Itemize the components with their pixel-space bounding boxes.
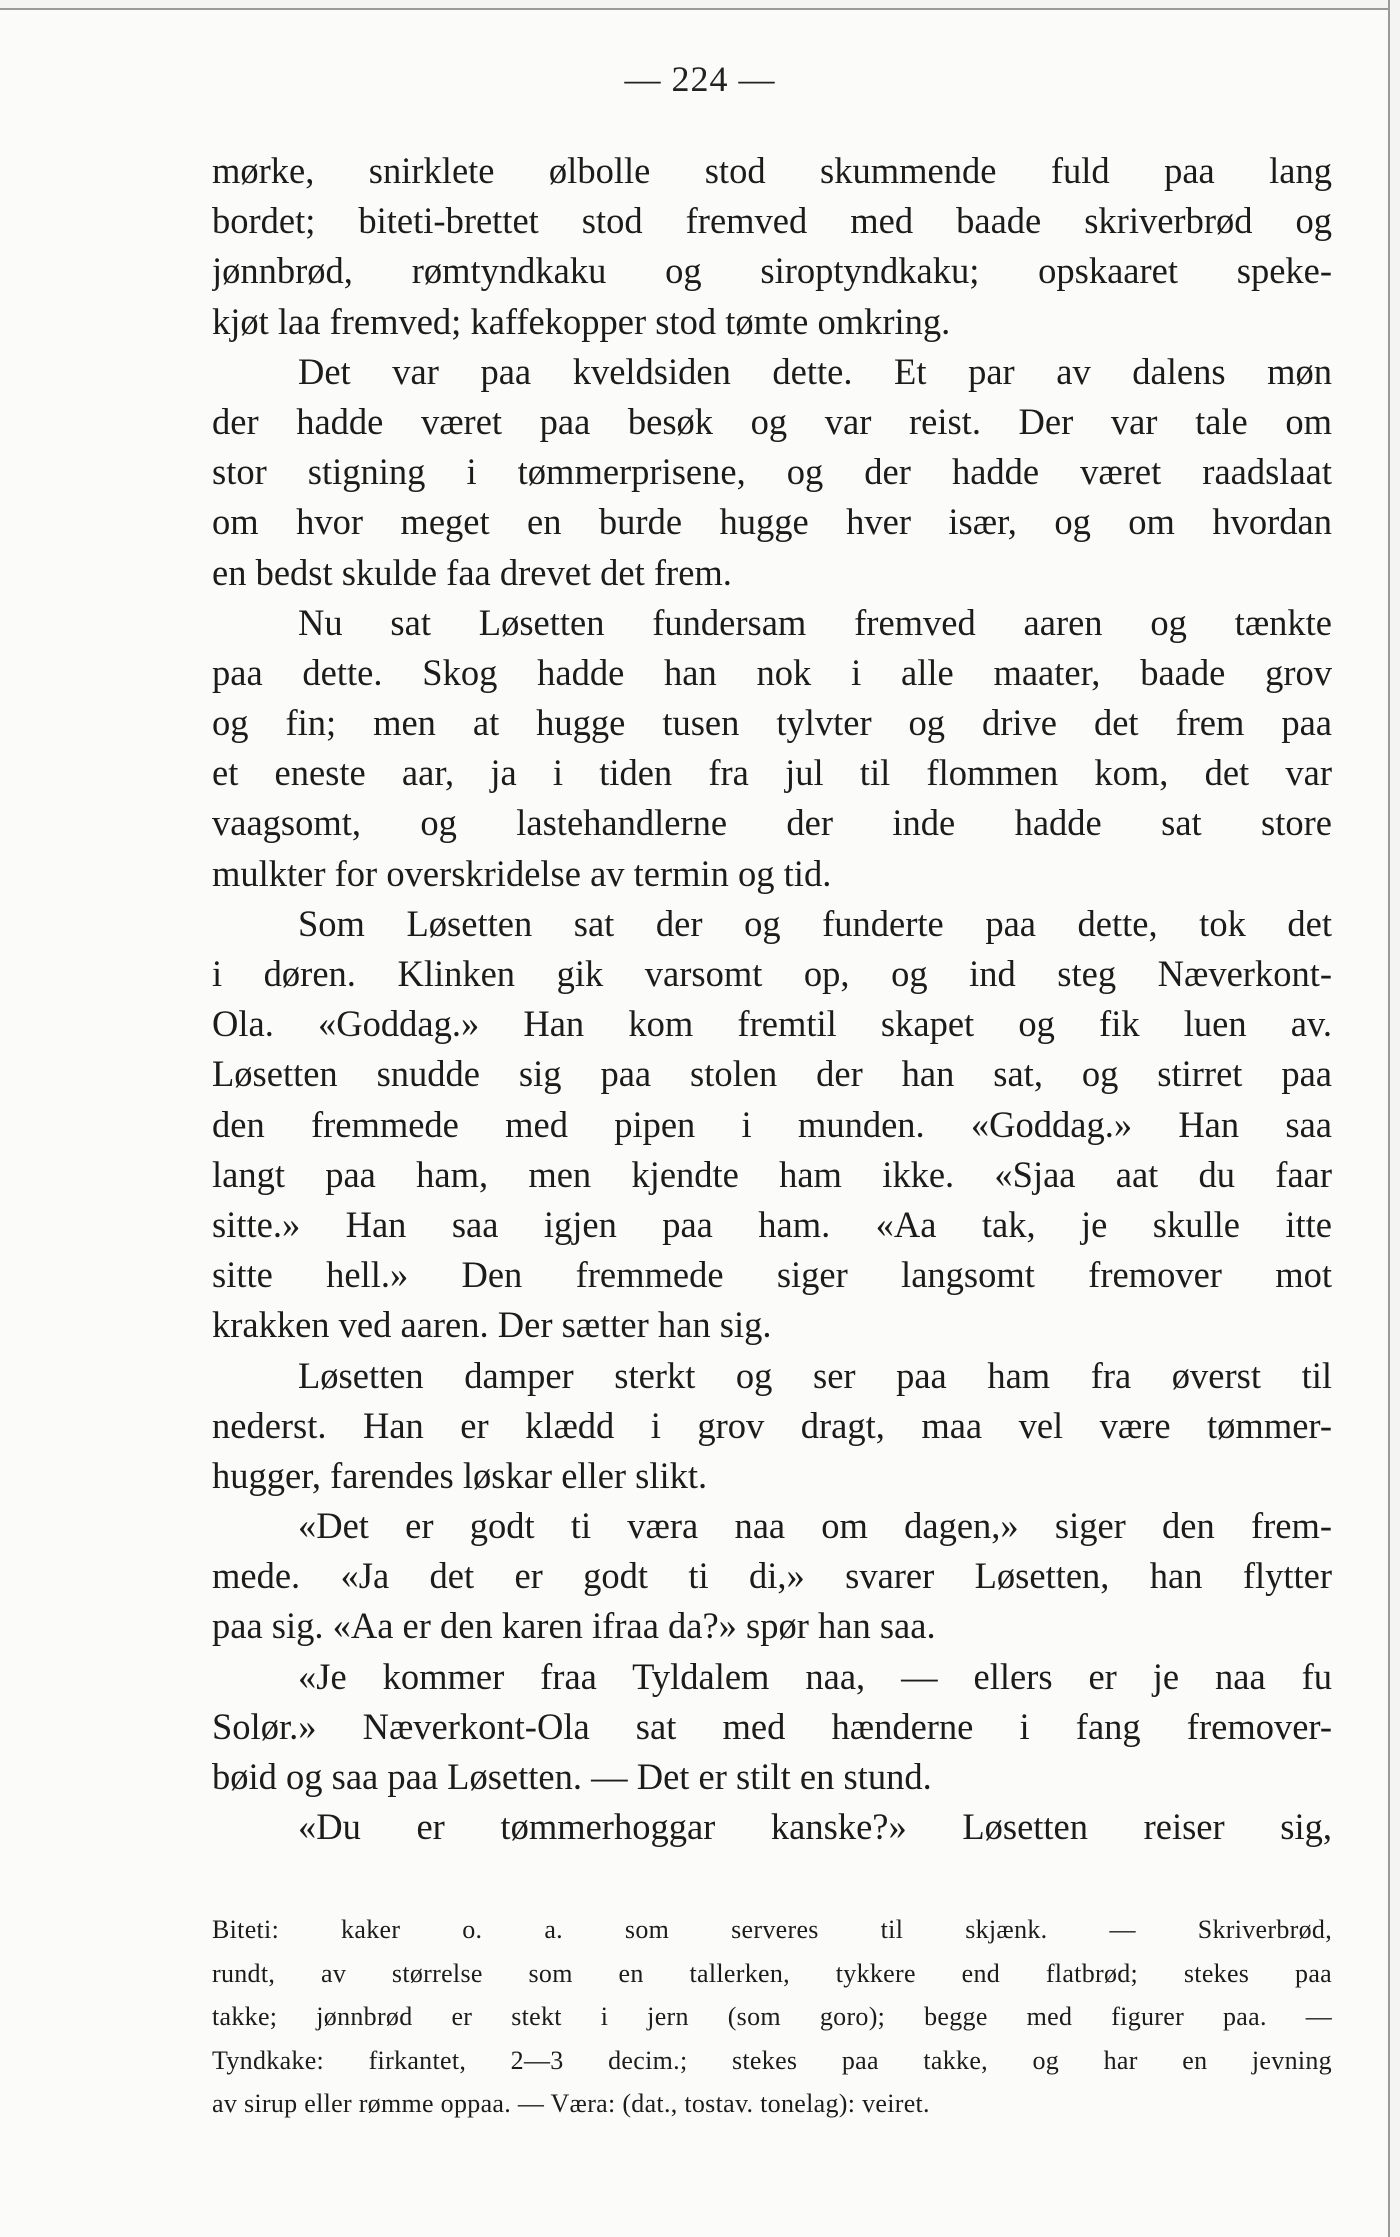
footnote-line: av sirup eller rømme oppaa. — Væra: (dat., tostav. tonelag): veiret.	[212, 2089, 930, 2118]
text-line: bøid og saa paa Løsetten. — Det er stilt en stund.	[212, 1756, 932, 1797]
text-line: Ola. «Goddag.» Han kom fremtil skapet og fik luen av.	[212, 1003, 1332, 1045]
paragraph	[212, 146, 1332, 347]
text-line: kjøt laa fremved; kaffekopper stod tømte omkring.	[212, 300, 951, 342]
paragraph	[212, 1501, 1332, 1652]
text-line: Løsetten damper sterkt og ser paa ham fra øverst til	[298, 1354, 1332, 1396]
body-text	[212, 146, 1332, 1852]
text-line: og fin; men at hugge tusen tylvter og drive det frem paa	[212, 702, 1332, 744]
page-edge-right	[1388, 0, 1400, 2237]
paragraph	[212, 1351, 1332, 1502]
text-line: mørke, snirklete ølbolle stod skummende fuld paa lang	[212, 150, 1332, 191]
text-line: langt paa ham, men kjendte ham ikke. «Sjaa aat du faar	[212, 1153, 1332, 1195]
paragraph	[212, 598, 1332, 899]
text-line: der hadde været paa besøk og var reist. Der var tale om	[212, 400, 1332, 442]
text-line: stor stigning i tømmerprisene, og der hadde været raadslaat	[212, 451, 1332, 493]
text-line: i døren. Klinken gik varsomt op, og ind steg Næverkont-	[212, 953, 1332, 994]
paragraph	[212, 1652, 1332, 1803]
text-line: «Du er tømmerhoggar kanske?» Løsetten reiser sig,	[298, 1806, 1332, 1848]
text-line: Det var paa kveldsiden dette. Et par av dalens møn	[298, 350, 1332, 392]
text-line: hugger, farendes løskar eller slikt.	[212, 1454, 708, 1496]
footnote-line: takke; jønnbrød er stekt i jern (som goro); begge med figurer paa. —	[212, 2002, 1332, 2031]
text-line: sitte hell.» Den fremmede siger langsomt fremover mot	[212, 1254, 1332, 1296]
text-line: den fremmede med pipen i munden. «Goddag.» Han saa	[212, 1103, 1332, 1145]
footnotes	[212, 1908, 1332, 2126]
text-line: «Je kommer fraa Tyldalem naa, — ellers er je naa fu	[298, 1655, 1332, 1697]
text-line: sitte.» Han saa igjen paa ham. «Aa tak, je skulle itte	[212, 1203, 1332, 1245]
footnote-line: Biteti: kaker o. a. som serveres til skjænk. — Skriverbrød,	[212, 1915, 1332, 1944]
footnote-line: rundt, av størrelse som en tallerken, tykkere end flatbrød; stekes paa	[212, 1958, 1332, 1988]
paragraph	[212, 1802, 1332, 1852]
page-edge-top	[0, 0, 1390, 10]
text-line: paa dette. Skog hadde han nok i alle maater, baade grov	[212, 651, 1332, 693]
text-line: Løsetten snudde sig paa stolen der han sat, og stirret paa	[212, 1053, 1332, 1095]
paragraph	[212, 899, 1332, 1351]
text-line: nederst. Han er klædd i grov dragt, maa vel være tømmer-	[212, 1404, 1332, 1446]
text-line: Solør.» Næverkont-Ola sat med hænderne i fang fremover-	[212, 1705, 1332, 1747]
text-line: en bedst skulde faa drevet det frem.	[212, 551, 732, 593]
text-line: bordet; biteti-brettet stod fremved med baade skriverbrød og	[212, 200, 1332, 242]
footnote-line: Tyndkake: firkantet, 2—3 decim.; stekes paa takke, og har en jevning	[212, 2045, 1332, 2075]
paragraph	[212, 347, 1332, 598]
text-line: «Det er godt ti væra naa om dagen,» siger den frem-	[298, 1505, 1332, 1547]
page-number: — 224 —	[624, 59, 776, 99]
text-line: Som Løsetten sat der og funderte paa dette, tok det	[298, 902, 1332, 944]
text-line: vaagsomt, og lastehandlerne der inde hadde sat store	[212, 802, 1332, 844]
text-line: mede. «Ja det er godt ti di,» svarer Løsetten, han flytter	[212, 1555, 1332, 1597]
text-line: paa sig. «Aa er den karen ifraa da?» spør han saa.	[212, 1605, 936, 1647]
text-line: mulkter for overskridelse av termin og tid.	[212, 852, 832, 894]
text-line: jønnbrød, rømtyndkaku og siroptyndkaku; opskaaret speke-	[212, 250, 1332, 292]
text-line: Nu sat Løsetten fundersam fremved aaren og tænkte	[298, 601, 1332, 643]
text-line: om hvor meget en burde hugge hver især, og om hvordan	[212, 501, 1332, 543]
text-line: krakken ved aaren. Der sætter han sig.	[212, 1304, 772, 1346]
text-line: et eneste aar, ja i tiden fra jul til flommen kom, det var	[212, 752, 1332, 794]
